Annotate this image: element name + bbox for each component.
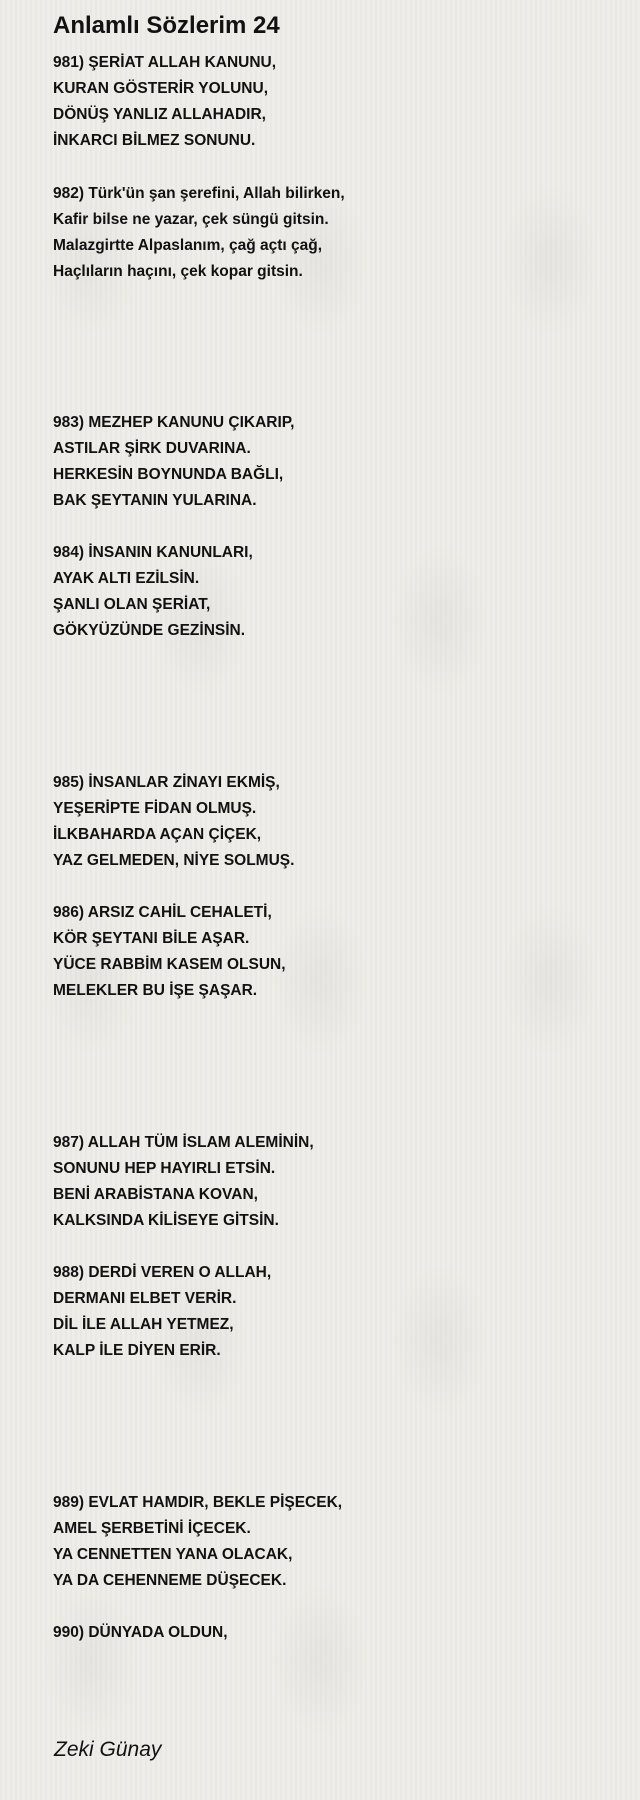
stanza-line: BAK ŞEYTANIN YULARINA. bbox=[53, 492, 257, 509]
stanza-line: İLKBAHARDA AÇAN ÇİÇEK, bbox=[53, 826, 262, 843]
stanza-line: MELEKLER BU İŞE ŞAŞAR. bbox=[53, 982, 258, 999]
author-signature: Zeki Günay bbox=[54, 1738, 162, 1761]
stanza-line: YA CENNETTEN YANA OLACAK, bbox=[53, 1546, 293, 1563]
stanza-line: 988) DERDİ VEREN O ALLAH, bbox=[53, 1264, 272, 1281]
stanza-line: 981) ŞERİAT ALLAH KANUNU, bbox=[53, 54, 277, 71]
stanza-983 bbox=[53, 410, 294, 514]
stanza-line: BENİ ARABİSTANA KOVAN, bbox=[53, 1186, 258, 1203]
stanza-line: İNKARCI BİLMEZ SONUNU. bbox=[53, 132, 256, 149]
stanza-line: ŞANLI OLAN ŞERİAT, bbox=[53, 596, 211, 613]
stanza-line: 982) Türk'ün şan şerefini, Allah bilirken, bbox=[53, 185, 345, 202]
stanza-line: DÖNÜŞ YANLIZ ALLAHADIR, bbox=[53, 106, 266, 123]
stanza-line: GÖKYÜZÜNDE GEZİNSİN. bbox=[53, 622, 246, 639]
stanza-line: 983) MEZHEP KANUNU ÇIKARIP, bbox=[53, 414, 295, 431]
stanza-line: 990) DÜNYADA OLDUN, bbox=[53, 1624, 228, 1641]
stanza-line: Haçlıların haçını, çek kopar gitsin. bbox=[53, 263, 303, 280]
stanza-990 bbox=[53, 1620, 228, 1646]
stanza-985 bbox=[53, 770, 294, 874]
stanza-line: KURAN GÖSTERİR YOLUNU, bbox=[53, 80, 269, 97]
stanza-line: Malazgirtte Alpaslanım, çağ açtı çağ, bbox=[53, 237, 323, 254]
stanza-line: YAZ GELMEDEN, NİYE SOLMUŞ. bbox=[53, 852, 295, 869]
stanza-984 bbox=[53, 540, 253, 644]
stanza-982 bbox=[53, 181, 345, 285]
stanza-line: 984) İNSANIN KANUNLARI, bbox=[53, 544, 253, 561]
stanza-line: Kafir bilse ne yazar, çek süngü gitsin. bbox=[53, 211, 329, 228]
stanza-line: AMEL ŞERBETİNİ İÇECEK. bbox=[53, 1520, 251, 1537]
stanza-line: 987) ALLAH TÜM İSLAM ALEMİNİN, bbox=[53, 1134, 314, 1151]
stanza-line: HERKESİN BOYNUNDA BAĞLI, bbox=[53, 466, 284, 483]
stanza-line: 985) İNSANLAR ZİNAYI EKMİŞ, bbox=[53, 774, 280, 791]
stanza-line: SONUNU HEP HAYIRLI ETSİN. bbox=[53, 1160, 276, 1177]
stanza-line: YÜCE RABBİM KASEM OLSUN, bbox=[53, 956, 286, 973]
stanza-line: 989) EVLAT HAMDIR, BEKLE PİŞECEK, bbox=[53, 1494, 343, 1511]
stanza-line: YA DA CEHENNEME DÜŞECEK. bbox=[53, 1572, 287, 1589]
stanza-line: 986) ARSIZ CAHİL CEHALETİ, bbox=[53, 904, 272, 921]
stanza-line: ASTILAR ŞİRK DUVARINA. bbox=[53, 440, 251, 457]
stanza-987 bbox=[53, 1130, 314, 1234]
stanza-line: KALKSINDA KİLİSEYE GİTSİN. bbox=[53, 1212, 279, 1229]
stanza-986 bbox=[53, 900, 286, 1004]
stanza-line: AYAK ALTI EZİLSİN. bbox=[53, 570, 200, 587]
stanza-989 bbox=[53, 1490, 342, 1594]
stanza-line: DERMANI ELBET VERİR. bbox=[53, 1290, 237, 1307]
stanza-line: DİL İLE ALLAH YETMEZ, bbox=[53, 1316, 234, 1333]
page-title: Anlamlı Sözlerim 24 bbox=[53, 12, 280, 39]
stanza-line: KÖR ŞEYTANI BİLE AŞAR. bbox=[53, 930, 250, 947]
stanza-line: YEŞERİPTE FİDAN OLMUŞ. bbox=[53, 800, 257, 817]
stanza-988 bbox=[53, 1260, 271, 1364]
stanza-981 bbox=[53, 50, 276, 154]
stanza-line: KALP İLE DİYEN ERİR. bbox=[53, 1342, 221, 1359]
